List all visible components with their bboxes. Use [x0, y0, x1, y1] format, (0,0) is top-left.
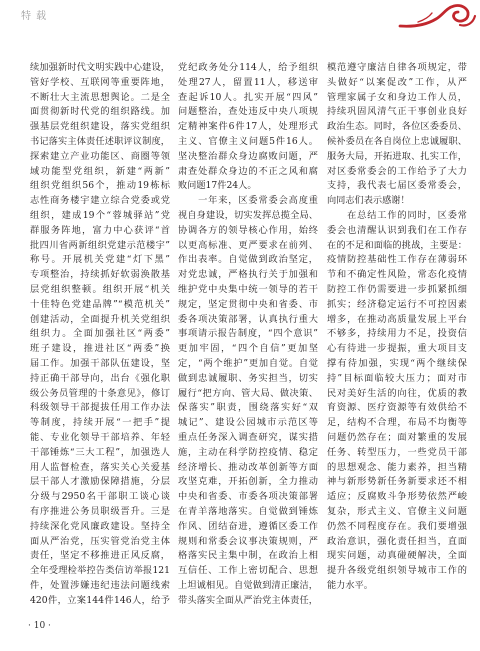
text-line: 层干部人才激励保障措施，分层	[30, 476, 170, 488]
text-line: 一年来，区委常委会高度重	[178, 195, 318, 207]
text-line: 城记”、建设公园城市示范区等	[178, 417, 318, 429]
text-line: 组织力。全面加强社区“两委”	[30, 328, 170, 340]
text-line: 增多，在推动高质量发展上平台	[327, 313, 467, 325]
text-line: 保落实”职责，围绕落实好“双	[178, 402, 318, 414]
text-line: 的思想观念、能力素养，担当精	[327, 461, 467, 473]
text-line: 做到忠诚履职、务实担当，切实	[178, 372, 318, 384]
text-line: 科级领导干部提拔任用工作办法	[30, 402, 170, 414]
text-line: 用人监督检查，落实关心关爱基	[30, 461, 170, 473]
text-line: 志性商务楼宇建立综合党委或党	[30, 195, 170, 207]
text-line: 委各项决策部署，认真执行重大	[178, 313, 318, 325]
text-line: 件，处置涉嫌违纪违法问题线索	[30, 579, 170, 591]
text-line: 适应；反腐败斗争形势依然严峻	[327, 491, 467, 503]
text-line: 头做好“以案促改”工作，从严	[327, 76, 467, 88]
text-line: 域功能型党组织，新建“两新”	[30, 165, 170, 177]
text-line: 续加强新时代文明实践中心建设，	[30, 62, 170, 73]
text-column-middle	[178, 61, 318, 608]
text-line: 查起诉10人。扎实开展“四风”	[178, 91, 318, 103]
text-line: 对党忠诚，严格执行关于加强和	[178, 269, 318, 281]
text-line: 育资源、医疗资源等有效供给不	[327, 402, 467, 414]
text-line: 探索建立产业功能区、商圈等领	[30, 150, 170, 162]
text-line: 责任，坚定不移推进正风反腐，	[30, 550, 170, 562]
text-line: 不够多，持续用力不足，投资信	[327, 328, 467, 340]
text-line: 级公务员管理的十条意见》，修订	[30, 387, 170, 399]
text-line: 主义、官僚主义问题5件16人。	[178, 135, 318, 147]
text-line: 管理家属子女和身边工作人员，	[327, 91, 467, 103]
text-line: 专项整治，持续抓好软弱涣散基	[30, 269, 170, 281]
text-line: 神与新形势新任务新要求还不相	[327, 476, 467, 488]
text-line: 在总结工作的同时，区委常	[327, 209, 467, 221]
text-line: 党纪政务处分114人，给予组织	[178, 62, 318, 73]
text-line: 施，主动在科学防控疫情、稳定	[178, 446, 318, 458]
text-line: 能、专业化领导干部培养、年轻	[30, 431, 170, 443]
text-line: 规则和常委会议事决策规则，严	[178, 535, 318, 547]
text-line: 定精神案件6件17人，处理形式	[178, 121, 318, 133]
text-line: 节和不确定性风险，常态化疫情	[327, 269, 467, 281]
text-line: 称号。开展机关党建“灯下黑”	[30, 254, 170, 266]
text-line: 委会也清醒认识到我们在工作存	[327, 224, 467, 236]
text-line: 等制度，持续开展“一把手”提	[30, 417, 170, 429]
text-line: 模范遵守廉洁自律各项规定，带	[327, 62, 467, 73]
text-line: 层党组织整顿。组织开展“机关	[30, 283, 170, 295]
text-line: 班子建设，推进社区“两委”换	[30, 343, 170, 355]
text-line: 在的不足和面临的挑战，主要是：	[327, 239, 467, 251]
text-line: 届工作。加强干部队伍建设，坚	[30, 357, 170, 369]
text-line: 带头落实全面从严治党主体责任，	[178, 594, 318, 606]
text-line: 批四川省两新组织党建示范楼宇”	[30, 239, 170, 251]
text-line: 候补委员在各自岗位上忠诚履职、	[327, 135, 467, 147]
text-line: 败问题17件24人。	[178, 180, 257, 192]
text-line: 十佳特色党建品牌”“模范机关”	[30, 298, 170, 310]
text-line: 干部锤炼“三大工程”，加强选人	[30, 446, 170, 458]
text-line: 问题整治，查处违反中央八项规	[178, 106, 318, 118]
text-line: 面贯彻新时代党的组织路线。加	[30, 106, 170, 118]
text-column-right	[327, 61, 467, 594]
text-line: 心有待进一步提振，重大项目支	[327, 343, 467, 355]
text-line: 持正确干部导向，出台《强化职	[30, 372, 170, 384]
text-line: 强基层党组织建设，落实党组织	[30, 121, 170, 133]
text-line: 复杂，形式主义、官僚主义问题	[327, 505, 467, 517]
text-line: 创建活动，全面提升机关党组织	[30, 313, 170, 325]
text-line: 组织，建成19个“蓉城驿站”党	[30, 209, 170, 221]
text-line: 撑有待加强，实现“两个继续保	[327, 357, 467, 369]
text-line: 提升各级党组织领导城市工作的	[327, 565, 467, 577]
section-header: 特 载	[21, 11, 48, 22]
text-line: 不断壮大主流思想舆论。二是全	[30, 91, 170, 103]
text-line: 政治生态。同时，各位区委委员、	[327, 121, 467, 133]
text-line: 事项请示报告制度，“四个意识”	[178, 328, 318, 340]
cloud-swirl-icon	[396, 0, 478, 34]
text-line: 在青羊落地落实。自觉做到锤炼	[178, 505, 318, 517]
text-line: 持”目标面临较大压力；面对市	[327, 372, 467, 384]
text-line: 肃查处群众身边的不正之风和腐	[178, 165, 318, 177]
text-line: 重点任务深入调查研究，谋实措	[178, 431, 318, 443]
text-line: 支持，我代表七届区委常委会，	[327, 180, 467, 192]
text-line: 对区委常委会的工作给予了大力	[327, 165, 467, 177]
text-line: 作风、团结奋进，遵循区委工作	[178, 520, 318, 532]
text-line: 防控工作仍需要进一步抓紧抓细	[327, 283, 467, 295]
text-line: 抓实；经济稳定运行不可控因素	[327, 298, 467, 310]
text-line: 上坦诚相见。自觉做到清正廉洁，	[178, 579, 318, 591]
text-line: 分级与2950名干部职工谈心谈	[30, 491, 170, 503]
text-line: 以更高标准、更严要求在前列、	[178, 239, 318, 251]
text-line: 中央和省委、市委各项决策部署	[178, 491, 318, 503]
text-line: 攻坚克难，开拓创新，全力推动	[178, 476, 318, 488]
text-line: 组织党组织56个，推动19栋标	[30, 180, 170, 192]
text-line: 履行“把方向、管大局、做决策、	[178, 387, 318, 399]
text-line: 管好学校、互联网等重要阵地，	[30, 76, 170, 88]
text-line: 视自身建设，切实发挥总揽全局、	[178, 209, 318, 221]
text-line: 作出表率。自觉做到政治坚定，	[178, 254, 318, 266]
text-line: 向同志们表示感谢！	[327, 195, 410, 207]
text-line: 持续巩固风清气正干事创业良好	[327, 106, 467, 118]
text-line: 仍然不同程度存在。我们要增强	[327, 520, 467, 532]
text-line: 任务、转型压力，一些党员干部	[327, 446, 467, 458]
text-line: 疫情防控基础性工作存在薄弱环	[327, 254, 467, 266]
text-line: 现实问题，动真碰硬解决，全面	[327, 550, 467, 562]
text-line: 420件，立案144件146人，给予	[30, 594, 170, 606]
text-column-left	[30, 61, 170, 608]
text-line: 政治意识，强化责任担当，直面	[327, 535, 467, 547]
text-line: 全年受理检举控告类信访举报121	[30, 565, 170, 577]
text-line: 问题仍然存在；面对繁重的发展	[327, 431, 467, 443]
page-number: · 10 ·	[28, 621, 51, 631]
text-line: 更加牢固，“四个自信”更加坚	[178, 343, 318, 355]
text-line: 格落实民主集中制，在政治上相	[178, 550, 318, 562]
text-line: 互信任、工作上密切配合、思想	[178, 565, 318, 577]
text-line: 民对美好生活的向往，优质的教	[327, 387, 467, 399]
text-line: 书记落实主体责任述职评议制度，	[30, 135, 170, 147]
text-line: 有序推进公务员职级晋升。三是	[30, 505, 170, 517]
text-line: 规定，坚定贯彻中央和省委、市	[178, 298, 318, 310]
text-line: 协调各方的领导核心作用，始终	[178, 224, 318, 236]
text-line: 处理27人，留置11人，移送审	[178, 76, 318, 88]
text-line: 定，“两个维护”更加自觉。自觉	[178, 357, 318, 369]
text-line: 群服务阵地，富力中心获评“首	[30, 224, 170, 236]
text-line: 坚决整治群众身边腐败问题，严	[178, 150, 318, 162]
text-line: 经济增长、推动改革创新等方面	[178, 461, 318, 473]
text-line: 能力水平。	[327, 579, 373, 591]
text-line: 服务大局，开拓进取、扎实工作，	[327, 150, 467, 162]
text-line: 足，结构不合理，布局不均衡等	[327, 417, 467, 429]
text-line: 持续深化党风廉政建设。坚持全	[30, 520, 170, 532]
text-line: 面从严治党，压实管党治党主体	[30, 535, 170, 547]
text-line: 维护党中央集中统一领导的若干	[178, 283, 318, 295]
